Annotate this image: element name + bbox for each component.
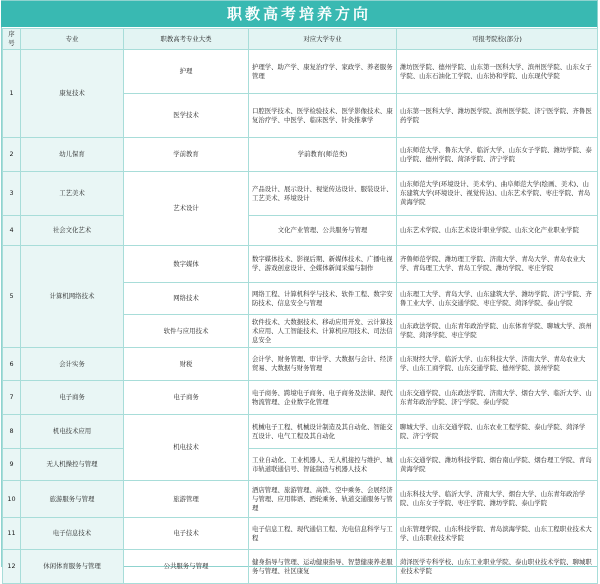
training-direction-table [2, 28, 598, 584]
table-row [3, 481, 598, 518]
major-cell: 休闲体育服务与管理 [21, 550, 124, 584]
colleges-cell: 齐鲁师范学院、潍坊理工学院、济南大学、青岛大学、青岛农业大学、青岛理工大学、青岛工学院、潍坊学院、枣庄学院 [397, 246, 598, 283]
colleges-cell: 山东艺术学院、山东艺术设计职业学院、山东文化产业职业学院 [397, 216, 598, 246]
colleges-cell: 山东交通学院、山东政法学院、济南大学、烟台大学、临沂大学、山东青年政治学院、济宁学院、泰山学院 [397, 381, 598, 415]
univ-major-cell: 护理学、助产学、康复治疗学、家政学、养老服务管理 [249, 50, 397, 94]
univ-major-cell: 网络工程、计算机科学与技术、软件工程、数字安防技术、信息安全与管理 [249, 283, 397, 315]
table-row [3, 246, 598, 283]
univ-major-cell: 数字媒体技术、影视后期、新媒体技术、广播电视学、游戏创意设计、全媒体新闻采编与制作 [249, 246, 397, 283]
row-number: 8 [3, 415, 21, 449]
table-row [3, 348, 598, 381]
major-cell: 社会文化艺术 [21, 216, 124, 246]
row-number: 3 [3, 172, 21, 216]
category-cell: 软件与应用技术 [124, 315, 249, 348]
table-row [3, 518, 598, 550]
colleges-cell: 山东政法学院、山东青年政治学院、山东体育学院、聊城大学、滨州学院、菏泽学院、枣庄学院 [397, 315, 598, 348]
row-number: 12 [3, 550, 21, 584]
univ-major-cell: 健身指导与管理、运动健康指导、智慧健康养老服务与管理、社区康复 [249, 550, 397, 584]
univ-major-cell: 会计学、财务管理、审计学、大数据与会计、经济贸易、大数据与财务管理 [249, 348, 397, 381]
category-cell: 网络技术 [124, 283, 249, 315]
major-cell: 机电技术应用 [21, 415, 124, 449]
category-cell: 财税 [124, 348, 249, 381]
major-cell: 康复技术 [21, 50, 124, 138]
category-cell: 医学技术 [124, 94, 249, 138]
table-row [3, 381, 598, 415]
univ-major-cell: 学前教育(师范类) [249, 138, 397, 172]
table-row [3, 550, 598, 584]
univ-major-cell: 文化产业管理、公共服务与管理 [249, 216, 397, 246]
col-header-major: 专业 [21, 29, 124, 50]
colleges-cell: 山东第一医科大学、潍坊医学院、滨州医学院、济宁医学院、齐鲁医药学院 [397, 94, 598, 138]
colleges-cell: 山东理工大学、青岛大学、山东建筑大学、潍坊学院、济宁学院、齐鲁工业大学、山东交通学院、枣庄学院、菏泽学院、泰山学院 [397, 283, 598, 315]
col-header-no: 序号 [3, 29, 21, 50]
univ-major-cell: 电子信息工程、现代通信工程、光电信息科学与工程 [249, 518, 397, 550]
colleges-cell: 潍坊医学院、德州学院、山东第一医科大学、滨州医学院、山东女子学院、山东石油化工学院、山东协和学院、山东现代学院 [397, 50, 598, 94]
major-cell: 电子信息技术 [21, 518, 124, 550]
table-row [3, 449, 598, 481]
row-number: 7 [3, 381, 21, 415]
col-header-category: 职教高考专业大类 [124, 29, 249, 50]
colleges-cell: 山东财经大学、临沂大学、山东科技大学、济南大学、青岛农业大学、山东工商学院、山东交通学院、德州学院、滨州学院 [397, 348, 598, 381]
row-number: 10 [3, 481, 21, 518]
colleges-cell: 山东科技大学、临沂大学、济南大学、烟台大学、山东青年政治学院、山东女子学院、枣庄学院、潍坊学院、泰山学院 [397, 481, 598, 518]
table-row [3, 216, 598, 246]
table-row [3, 138, 598, 172]
category-cell: 电子技术 [124, 518, 249, 550]
category-cell: 机电技术 [124, 415, 249, 481]
univ-major-cell: 电子商务、跨境电子商务、电子商务及法律、现代物流管理、企业数字化管理 [249, 381, 397, 415]
category-cell: 数字媒体 [124, 246, 249, 283]
row-number: 2 [3, 138, 21, 172]
major-cell: 旅游服务与管理 [21, 481, 124, 518]
col-header-colleges: 可报考院校(部分) [397, 29, 598, 50]
major-cell: 计算机网络技术 [21, 246, 124, 348]
category-cell: 学前教育 [124, 138, 249, 172]
colleges-cell: 聊城大学、山东交通学院、山东农业工程学院、泰山学院、菏泽学院、济宁学院 [397, 415, 598, 449]
row-number: 5 [3, 246, 21, 348]
row-number: 9 [3, 449, 21, 481]
univ-major-cell: 产品设计、展示设计、视觉传达设计、服装设计、工艺美术、环境设计 [249, 172, 397, 216]
row-number: 1 [3, 50, 21, 138]
header-row [3, 29, 598, 50]
category-cell: 护理 [124, 50, 249, 94]
univ-major-cell: 工业自动化、工业机器人、无人机接控与维护、城市轨道联通信号、智能制造与机器人技术 [249, 449, 397, 481]
row-number: 4 [3, 216, 21, 246]
univ-major-cell: 口腔医学技术、医学检验技术、医学影像技术、康复治疗学、中医学、临床医学、针灸推拿学 [249, 94, 397, 138]
major-cell: 幼儿保育 [21, 138, 124, 172]
major-cell: 无人机操控与管理 [21, 449, 124, 481]
table-row [3, 415, 598, 449]
colleges-cell: 菏泽医学专科学校、山东工业职业学院、泰山职业技术学院、聊城职业技术学院 [397, 550, 598, 584]
page-title: 职教高考培养方向 [1, 1, 597, 27]
category-cell: 公共服务与管理 [124, 550, 249, 584]
colleges-cell: 山东交通学院、潍坊科技学院、烟台南山学院、烟台理工学院、青岛黄海学院 [397, 449, 598, 481]
category-cell: 电子商务 [124, 381, 249, 415]
category-cell: 艺术设计 [124, 172, 249, 246]
table-row [3, 172, 598, 216]
univ-major-cell: 软件技术、大数据技术、移动应用开发、云计算技术应用、人工智能技术、计算机应用技术、司法信息安全 [249, 315, 397, 348]
univ-major-cell: 酒店管理、旅游管理、高铁、空中乘务、会展经济与管理、应用韩语、酒轮乘务、轨道交通服务与管理 [249, 481, 397, 518]
colleges-cell: 山东师范大学、鲁东大学、临沂大学、山东女子学院、潍坊学院、泰山学院、德州学院、菏泽学院、济宁学院 [397, 138, 598, 172]
table-row [3, 50, 598, 94]
univ-major-cell: 机械电子工程、机械设计制造及其自动化、智能交互设计、电气工程及其自动化 [249, 415, 397, 449]
major-cell: 会计实务 [21, 348, 124, 381]
row-number: 6 [3, 348, 21, 381]
col-header-univ-major: 对应大学专业 [249, 29, 397, 50]
major-cell: 电子商务 [21, 381, 124, 415]
row-number: 11 [3, 518, 21, 550]
colleges-cell: 山东管理学院、山东科技学院、青岛滨海学院、山东工程职业技术大学、山东职业技术学院 [397, 518, 598, 550]
category-cell: 旅游管理 [124, 481, 249, 518]
colleges-cell: 山东师范大学(环境设计、美术学)、曲阜师范大学(绘画、美术)、山东建筑大学(环境设计、视觉传达)、山东艺术学院、枣庄学院、青岛黄海学院 [397, 172, 598, 216]
major-cell: 工艺美术 [21, 172, 124, 216]
